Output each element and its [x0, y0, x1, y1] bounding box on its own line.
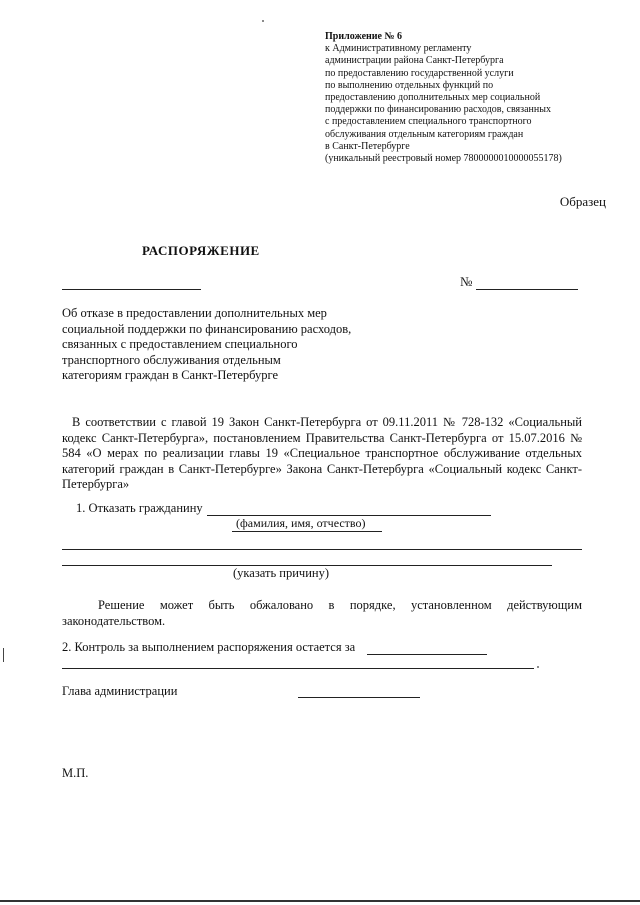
sample-label: Образец — [559, 194, 606, 209]
fio-hint: (фамилия, имя, отчество) — [236, 516, 366, 530]
document-title: РАСПОРЯЖЕНИЕ — [142, 243, 260, 258]
document-subject — [62, 306, 382, 384]
appendix-line: поддержки по финансированию расходов, связанных — [325, 104, 551, 116]
appendix-line: к Административному регламенту — [325, 43, 472, 55]
fio-underline — [232, 531, 382, 532]
subject-line: связанных с предоставлением специального — [62, 337, 298, 351]
appeal-text: Решение может быть обжаловано в порядке, установленном действующим законодательством. — [62, 598, 582, 628]
appendix-header — [325, 31, 625, 165]
item-1-label: 1. Отказать гражданину — [76, 501, 203, 515]
appendix-line: предоставлению дополнительных мер социальной — [325, 92, 541, 104]
number-blank-line — [476, 289, 578, 290]
reason-hint: (указать причину) — [233, 566, 330, 580]
legal-basis-paragraph — [62, 415, 582, 493]
line-end-dot — [537, 666, 539, 668]
head-of-administration-label: Глава администрации — [62, 684, 178, 698]
appendix-line: обслуживания отдельным категориям граждан — [325, 128, 524, 140]
subject-line: транспортного обслуживания отдельным — [62, 352, 281, 367]
appendix-line: администрации района Санкт-Петербурга — [325, 55, 504, 67]
legal-basis-text: В соответствии с главой 19 Закон Санкт-Петербурга от 09.11.2011 № 728-132 «Социальный кодекс Санкт-Петербурга», постановлением Правительства Санкт-Петербурга от 15.07.2016 № 584 «О мерах по реализации главы 19 «Специальное транспортное обслуживание отдельных категорий граждан в Санкт-Петербурге» Закона Санкт-Петербурга «Социальный кодекс Санкт-Петербурга» — [62, 415, 582, 491]
appendix-line: с предоставлением специального транспортного — [325, 116, 532, 128]
subject-line: социальной поддержки по финансированию расходов, — [62, 321, 352, 336]
signature-blank-line — [298, 697, 420, 698]
appendix-line: по выполнению отдельных функций по — [325, 79, 494, 91]
bottom-scan-edge — [0, 900, 640, 902]
scan-speck — [262, 20, 264, 22]
appeal-paragraph — [62, 597, 582, 629]
number-label: № — [460, 274, 473, 289]
item-2-label: 2. Контроль за выполнением распоряжения остается за — [62, 640, 356, 654]
subject-line: Об отказе в предоставлении дополнительных мер — [62, 306, 327, 320]
registry-number: (уникальный реестровый номер 7800000010000055178) — [325, 153, 562, 165]
appendix-line: в Санкт-Петербурге — [325, 140, 410, 152]
blank-line — [62, 549, 582, 550]
controller-continuation-line — [62, 668, 534, 669]
appendix-number: Приложение № 6 — [325, 31, 403, 42]
stamp-place-label: М.П. — [62, 766, 89, 780]
appendix-line: по предоставлению государственной услуги — [325, 67, 514, 79]
scan-edge-mark — [3, 648, 4, 662]
date-blank-line — [62, 289, 201, 290]
controller-blank-line — [367, 654, 487, 655]
subject-line: категориям граждан в Санкт-Петербурге — [62, 368, 279, 382]
